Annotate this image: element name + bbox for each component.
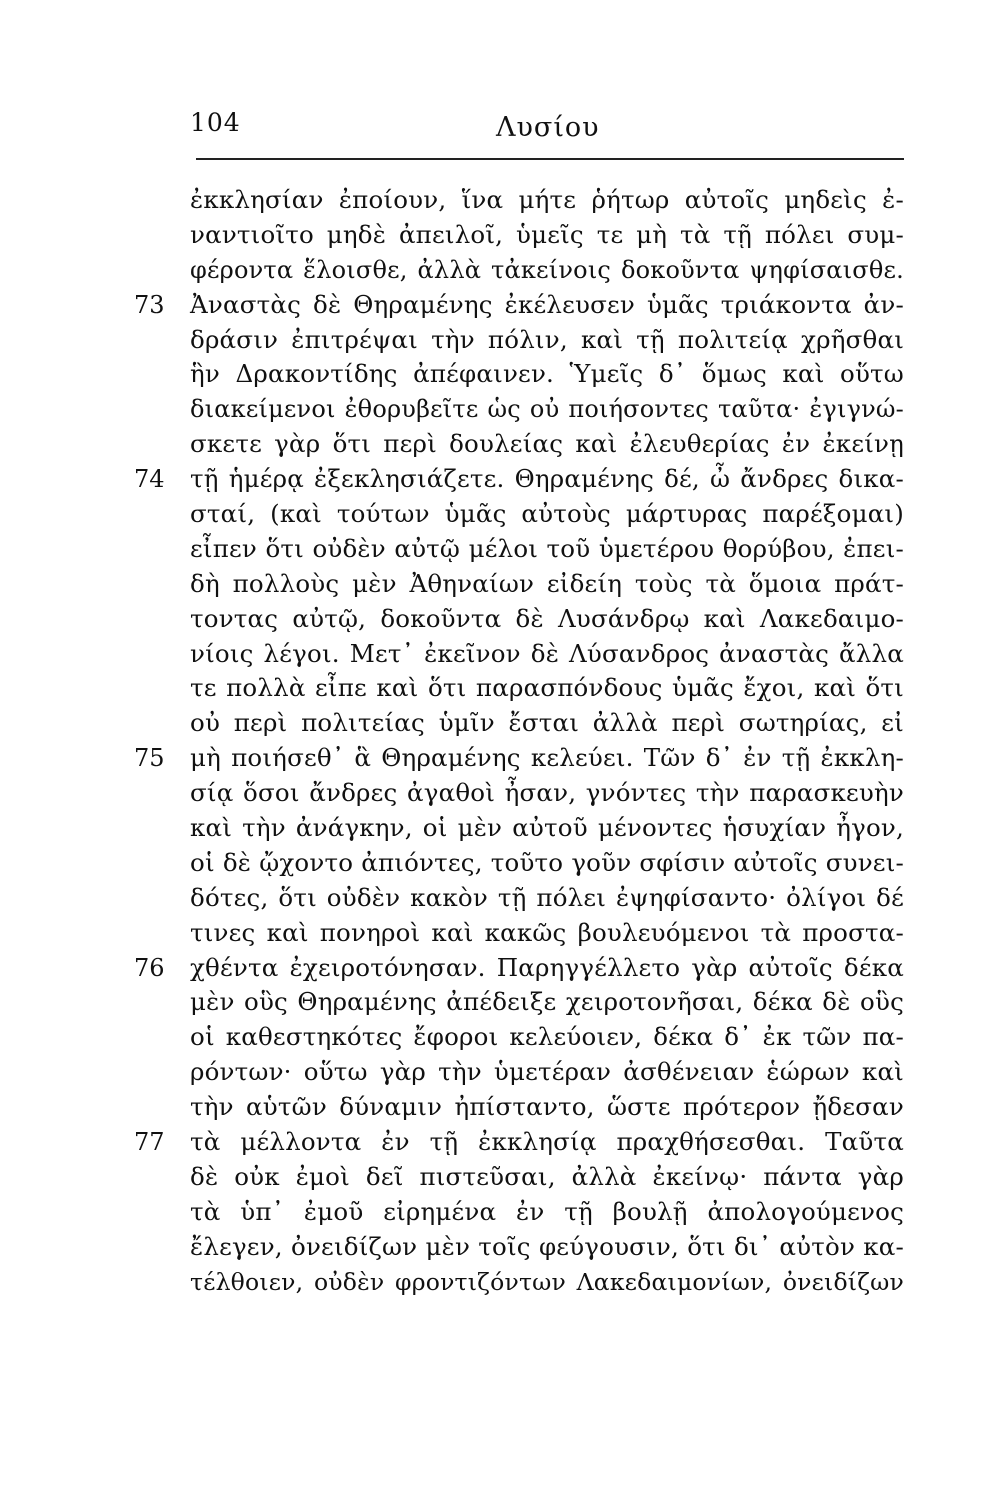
text-line — [0, 288, 987, 323]
line-text: ρόντων· οὕτω γὰρ τὴν ὑμετέραν ἀσθένειαν ἑώρων καὶ — [190, 1057, 904, 1087]
line-text: νίοις λέγοι. Μετ᾽ ἐκεῖνον δὲ Λύσανδρος ἀναστὰς ἄλλα — [190, 638, 904, 668]
section-number: 75 — [134, 744, 165, 773]
page-header — [190, 108, 902, 152]
text-line — [0, 846, 987, 881]
text-line — [0, 637, 987, 672]
line-text: τῇ ἡμέρᾳ ἐξεκλησιάζετε. Θηραμένης δέ, ὦ ἄνδρες δικα- — [190, 464, 904, 494]
line-text: ἐκκλησίαν ἐποίουν, ἵνα μήτε ῥήτωρ αὐτοῖς μηδεὶς ἐ- — [190, 185, 904, 214]
section-number: 73 — [134, 290, 165, 319]
line-text: δὴ πολλοὺς μὲν Ἀθηναίων εἰδείη τοὺς τὰ ὅμοια πράτ- — [190, 568, 904, 598]
line-text: σκετε γὰρ ὅτι περὶ δουλείας καὶ ἐλευθερίας ἐν ἐκείνῃ — [190, 429, 904, 459]
line-text: καὶ τὴν ἀνάγκην, οἱ μὲν αὐτοῦ μένοντες ἡσυχίαν ἦγον, — [190, 813, 904, 843]
text-line — [0, 776, 987, 811]
line-text: τινες καὶ πονηροὶ καὶ κακῶς βουλευόμενοι τὰ προστα- — [190, 917, 904, 947]
line-text: οἱ καθεστηκότες ἔφοροι κελεύοιεν, δέκα δ᾽ ἐκ τῶν πα- — [190, 1022, 904, 1052]
line-text: τοντας αὐτῷ, δοκοῦντα δὲ Λυσάνδρῳ καὶ Λακεδαιμο- — [190, 603, 904, 633]
line-text: τε πολλὰ εἶπε καὶ ὅτι παρασπόνδους ὑμᾶς ἔχοι, καὶ ὅτι — [190, 673, 904, 703]
text-line — [0, 183, 987, 218]
line-text: δράσιν ἐπιτρέψαι τὴν πόλιν, καὶ τῇ πολιτείᾳ χρῆσθαι — [190, 324, 904, 354]
line-text: οἱ δὲ ᾤχοντο ἀπιόντες, τοῦτο γοῦν σφίσιν αὐτοῖς συνει- — [190, 847, 904, 877]
line-text: οὐ περὶ πολιτείας ὑμῖν ἔσται ἀλλὰ περὶ σωτηρίας, εἰ — [190, 708, 904, 738]
text-line — [0, 253, 987, 288]
text-line — [0, 1160, 987, 1195]
section-number: 76 — [134, 953, 165, 982]
text-line — [0, 1265, 987, 1300]
text-line — [0, 916, 987, 951]
line-text: τέλθοιεν, οὐδὲν φροντιζόντων Λακεδαιμονίων, ὀνειδίζων — [190, 1267, 904, 1296]
header-rule — [196, 158, 904, 160]
text-line — [0, 881, 987, 916]
text-line — [0, 532, 987, 567]
line-text: Ἀναστὰς δὲ Θηραμένης ἐκέλευσεν ὑμᾶς τριάκοντα ἀν- — [190, 289, 904, 319]
line-text: τὰ μέλλοντα ἐν τῇ ἐκκλησίᾳ πραχθήσεσθαι. Ταῦτα — [190, 1127, 904, 1157]
text-line — [0, 1230, 987, 1265]
line-text: φέροντα ἕλοισθε, ἀλλὰ τἀκείνοις δοκοῦντα ψηφίσαισθε. — [190, 255, 904, 284]
line-text: τὴν αὑτῶν δύναμιν ἠπίσταντο, ὥστε πρότερον ᾔδεσαν — [190, 1092, 904, 1122]
text-line — [0, 323, 987, 358]
running-title: Λυσίου — [496, 112, 600, 143]
line-text: ἣν Δρακοντίδης ἀπέφαινεν. Ὑμεῖς δ᾽ ὅμως καὶ οὕτω — [190, 359, 904, 389]
text-line — [0, 811, 987, 846]
text-line — [0, 1195, 987, 1230]
text-line — [0, 567, 987, 602]
text-line — [0, 671, 987, 706]
text-line — [0, 462, 987, 497]
line-text: δὲ οὐκ ἐμοὶ δεῖ πιστεῦσαι, ἀλλὰ ἐκείνῳ· πάντα γὰρ — [190, 1161, 904, 1191]
text-line — [0, 218, 987, 253]
line-text: μὲν οὓς Θηραμένης ἀπέδειξε χειροτονῆσαι, δέκα δὲ οὓς — [190, 987, 904, 1017]
text-line — [0, 951, 987, 986]
text-line — [0, 1125, 987, 1160]
text-line — [0, 985, 987, 1020]
line-text: τὰ ὑπ᾽ ἐμοῦ εἰρημένα ἐν τῇ βουλῇ ἀπολογούμενος — [190, 1196, 904, 1226]
text-line — [0, 1090, 987, 1125]
text-line — [0, 357, 987, 392]
line-text: σταί, (καὶ τούτων ὑμᾶς αὐτοὺς μάρτυρας παρέξομαι) — [190, 499, 904, 529]
line-text: σίᾳ ὅσοι ἄνδρες ἀγαθοὶ ἦσαν, γνόντες τὴν παρασκευὴν — [190, 778, 904, 808]
line-text: μὴ ποιήσεθ᾽ ἃ Θηραμένης κελεύει. Τῶν δ᾽ ἐν τῇ ἐκκλη- — [190, 743, 904, 773]
text-line — [0, 706, 987, 741]
section-number: 77 — [134, 1128, 165, 1157]
text-line — [0, 1020, 987, 1055]
text-line — [0, 497, 987, 532]
line-text: διακείμενοι ἐθορυβεῖτε ὡς οὐ ποιήσοντες ταῦτα· ἐγιγνώ- — [190, 395, 904, 424]
line-text: ἔλεγεν, ὀνειδίζων μὲν τοῖς φεύγουσιν, ὅτι δι᾽ αὐτὸν κα- — [190, 1231, 904, 1261]
text-line — [0, 392, 987, 427]
line-text: δότες, ὅτι οὐδὲν κακὸν τῇ πόλει ἐψηφίσαντο· ὀλίγοι δέ — [190, 882, 904, 912]
text-line — [0, 741, 987, 776]
text-line — [0, 427, 987, 462]
line-text: χθέντα ἐχειροτόνησαν. Παρηγγέλλετο γὰρ αὐτοῖς δέκα — [190, 952, 904, 982]
section-number: 74 — [134, 465, 165, 494]
text-line — [0, 602, 987, 637]
page-number: 104 — [190, 108, 241, 137]
text-line — [0, 1055, 987, 1090]
text-block — [0, 183, 987, 1300]
line-text: εἶπεν ὅτι οὐδὲν αὐτῷ μέλοι τοῦ ὑμετέρου θορύβου, ἐπει- — [190, 533, 904, 563]
line-text: ναντιοῖτο μηδὲ ἀπειλοῖ, ὑμεῖς τε μὴ τὰ τῇ πόλει συμ- — [190, 219, 904, 249]
